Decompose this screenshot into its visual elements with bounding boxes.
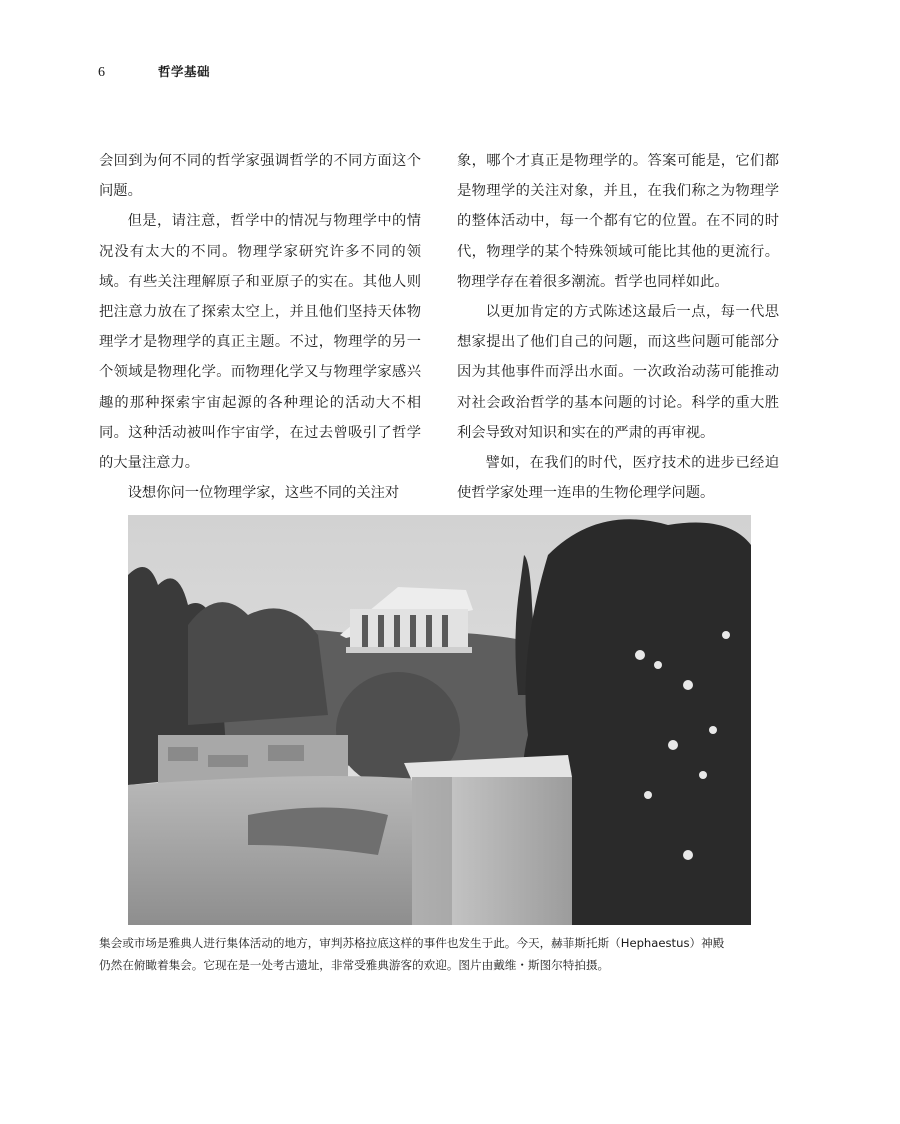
paragraph: 会回到为何不同的哲学家强调哲学的不同方面这个问题。: [99, 153, 421, 200]
paragraph: 设想你问一位物理学家，这些不同的关注对: [127, 485, 400, 502]
page-number: 6: [98, 65, 105, 80]
figure-caption: [99, 932, 789, 976]
paragraph: 但是，请注意，哲学中的情况与物理学中的情况没有太大的不同。物理学家研究许多不同的领域。有些关注理解原子和亚原子的实在。其他人则把注意力放在了探索太空上，并且他们坚持天体物理学才是物理学的真正主题。不过，物理学的另一个领域是物理化学。而物理化学又与物理学家感兴趣的那种探索宇宙起源的各种理论的活动大不相同。这种活动被叫作宇宙学，在过去曾吸引了哲学的大量注意力。: [99, 213, 421, 472]
stone-pedestal-drawing: [404, 755, 572, 925]
paragraph: 以更加肯定的方式陈述这最后一点，每一代思想家提出了他们自己的问题，而这些问题可能部分因为其他事件而浮出水面。一次政治动荡可能推动对社会政治哲学的基本问题的讨论。科学的重大胜利会导致对知识和实在的严肃的再审视。: [457, 304, 779, 441]
paragraph: 象，哪个才真正是物理学的。答案可能是，它们都是物理学的关注对象，并且，在我们称之为物理学的整体活动中，每一个都有它的位置。在不同的时代，物理学的某个特殊领域可能比其他的更流行。物理学存在着很多潮流。哲学也同样如此。: [457, 153, 779, 290]
agora-temple-photo: [128, 515, 751, 925]
left-text-column: [99, 146, 421, 508]
caption-line-1: 集会或市场是雅典人进行集体活动的地方，审判苏格拉底这样的事件也发生于此。今天，赫菲斯托斯（Hephaestus）神殿: [99, 936, 725, 950]
paragraph: 譬如，在我们的时代，医疗技术的进步已经迫使哲学家处理一连串的生物伦理学问题。: [457, 455, 779, 502]
right-text-column: [457, 146, 779, 508]
running-header: [98, 62, 210, 81]
running-title: 哲学基础: [158, 64, 211, 79]
caption-line-2: 仍然在俯瞰着集会。它现在是一处考古遗址，非常受雅典游客的欢迎。图片由戴维・斯图尔特拍摄。: [99, 958, 610, 972]
